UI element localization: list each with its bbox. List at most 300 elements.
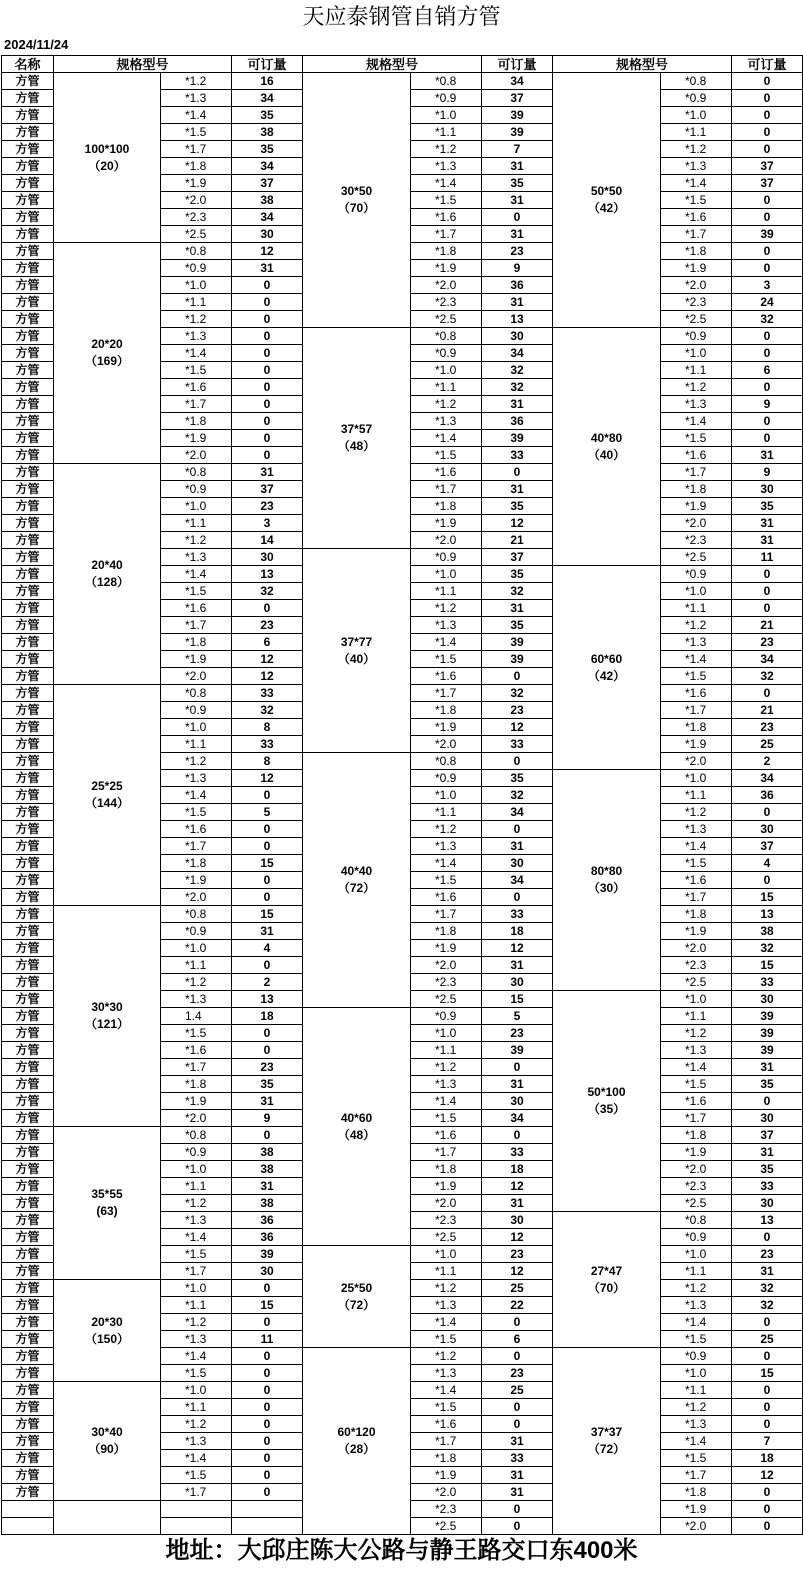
address-footer: 地址：大邱庄陈大公路与静王路交口东400米 <box>165 1537 638 1564</box>
thickness-cell: *1.8 <box>161 158 232 175</box>
thickness-cell: *1.5 <box>161 583 232 600</box>
size-total: （35） <box>587 1102 626 1116</box>
thickness-cell: *0.9 <box>661 328 732 345</box>
size-label: 37*77 <box>340 634 373 649</box>
item-name: 方管 <box>2 345 54 362</box>
thickness-cell: *1.0 <box>411 787 482 804</box>
thickness-cell: *1.6 <box>161 1042 232 1059</box>
thickness-cell: *1.4 <box>161 345 232 362</box>
empty-cell <box>54 1501 161 1535</box>
quantity-cell: 15 <box>232 855 303 872</box>
item-name: 方管 <box>2 141 54 158</box>
thickness-cell: *0.8 <box>161 685 232 702</box>
quantity-cell: 33 <box>482 1450 553 1467</box>
thickness-cell: *0.9 <box>411 549 482 566</box>
thickness-cell: *2.5 <box>411 1229 482 1246</box>
item-name: 方管 <box>2 1246 54 1263</box>
size-label: 20*40 <box>91 558 123 572</box>
thickness-cell: *1.7 <box>411 1433 482 1450</box>
thickness-cell: *1.3 <box>161 770 232 787</box>
thickness-cell: *1.9 <box>161 175 232 192</box>
thickness-cell: *2.0 <box>161 889 232 906</box>
thickness-cell: *1.9 <box>411 940 482 957</box>
size-group <box>54 1127 161 1280</box>
thickness-cell: *1.2 <box>411 600 482 617</box>
quantity-cell: 25 <box>732 736 803 753</box>
thickness-cell: *1.8 <box>411 498 482 515</box>
size-total: （70） <box>337 201 376 215</box>
thickness-cell: *2.0 <box>661 753 732 770</box>
thickness-cell: *2.0 <box>661 940 732 957</box>
quantity-cell: 0 <box>732 1093 803 1110</box>
quantity-cell: 37 <box>732 838 803 855</box>
thickness-cell: *1.4 <box>661 1314 732 1331</box>
quantity-cell: 0 <box>232 1348 303 1365</box>
quantity-cell: 35 <box>732 498 803 515</box>
thickness-cell: *1.5 <box>161 1467 232 1484</box>
thickness-cell: *1.9 <box>161 1093 232 1110</box>
quantity-cell: 12 <box>232 668 303 685</box>
quantity-cell: 0 <box>232 889 303 906</box>
header-row <box>2 56 803 73</box>
size-group <box>553 73 661 328</box>
size-group <box>303 73 411 328</box>
thickness-cell: *1.3 <box>661 634 732 651</box>
thickness-cell: *1.4 <box>661 651 732 668</box>
quantity-cell: 37 <box>482 90 553 107</box>
stock-table-body <box>2 73 803 1535</box>
thickness-cell: *0.9 <box>661 566 732 583</box>
quantity-cell: 0 <box>732 1229 803 1246</box>
thickness-cell: *2.0 <box>411 1195 482 1212</box>
thickness-cell: *1.9 <box>411 719 482 736</box>
item-name: 方管 <box>2 90 54 107</box>
size-label: 40*40 <box>340 864 373 878</box>
quantity-cell: 0 <box>482 889 553 906</box>
quantity-cell: 0 <box>232 277 303 294</box>
size-label: 30*50 <box>340 184 373 198</box>
item-name: 方管 <box>2 1144 54 1161</box>
quantity-cell: 9 <box>232 1110 303 1127</box>
header-qty-1: 可订量 <box>232 56 303 73</box>
item-name <box>2 1518 54 1535</box>
item-name: 方管 <box>2 1195 54 1212</box>
thickness-cell: *0.9 <box>161 923 232 940</box>
thickness-cell: *2.3 <box>411 1501 482 1518</box>
quantity-cell: 39 <box>482 651 553 668</box>
thickness-cell: *0.9 <box>661 90 732 107</box>
thickness-cell: *2.0 <box>161 1110 232 1127</box>
size-label: 50*100 <box>587 1085 626 1099</box>
quantity-cell: 30 <box>232 226 303 243</box>
quantity-cell: 36 <box>482 413 553 430</box>
quantity-cell: 23 <box>482 243 553 260</box>
size-total: （42） <box>587 201 626 215</box>
thickness-cell: *1.9 <box>161 651 232 668</box>
quantity-cell: 31 <box>732 447 803 464</box>
item-name: 方管 <box>2 277 54 294</box>
item-name: 方管 <box>2 1399 54 1416</box>
thickness-cell: *1.5 <box>161 1365 232 1382</box>
thickness-cell: *1.1 <box>661 124 732 141</box>
thickness-cell: *1.4 <box>161 107 232 124</box>
item-name: 方管 <box>2 787 54 804</box>
thickness-cell: *1.5 <box>411 651 482 668</box>
thickness-cell: *1.0 <box>411 1025 482 1042</box>
quantity-cell: 39 <box>482 1042 553 1059</box>
quantity-cell: 21 <box>732 702 803 719</box>
quantity-cell: 0 <box>232 1025 303 1042</box>
quantity-cell: 0 <box>232 1280 303 1297</box>
quantity-cell: 0 <box>482 668 553 685</box>
thickness-cell: *1.6 <box>161 821 232 838</box>
thickness-cell: *0.8 <box>161 243 232 260</box>
quantity-cell: 12 <box>232 243 303 260</box>
quantity-cell: 0 <box>232 1467 303 1484</box>
size-total: （48） <box>337 439 376 453</box>
quantity-cell: 9 <box>732 396 803 413</box>
quantity-cell: 0 <box>482 753 553 770</box>
quantity-cell: 33 <box>482 906 553 923</box>
quantity-cell: 34 <box>732 651 803 668</box>
thickness-cell: *0.8 <box>411 328 482 345</box>
thickness-cell: *1.4 <box>161 1450 232 1467</box>
item-name: 方管 <box>2 889 54 906</box>
item-name: 方管 <box>2 1450 54 1467</box>
quantity-cell: 31 <box>232 260 303 277</box>
thickness-cell: *1.8 <box>411 1450 482 1467</box>
quantity-cell: 39 <box>482 634 553 651</box>
item-name: 方管 <box>2 685 54 702</box>
quantity-cell: 33 <box>232 736 303 753</box>
quantity-cell: 36 <box>732 787 803 804</box>
thickness-cell: *1.1 <box>661 1008 732 1025</box>
quantity-cell: 0 <box>732 685 803 702</box>
quantity-cell: 34 <box>232 90 303 107</box>
thickness-cell: *1.4 <box>411 1382 482 1399</box>
thickness-cell: *1.4 <box>661 175 732 192</box>
thickness-cell: *1.6 <box>161 600 232 617</box>
thickness-cell: *1.9 <box>661 498 732 515</box>
item-name: 方管 <box>2 872 54 889</box>
quantity-cell: 15 <box>232 1297 303 1314</box>
thickness-cell: *1.0 <box>661 1246 732 1263</box>
thickness-cell: *1.1 <box>161 1178 232 1195</box>
header-qty-2: 可订量 <box>482 56 553 73</box>
thickness-cell: *1.9 <box>411 1467 482 1484</box>
thickness-cell: *1.8 <box>661 1484 732 1501</box>
quantity-cell: 31 <box>482 600 553 617</box>
thickness-cell: *0.9 <box>661 1229 732 1246</box>
quantity-cell: 31 <box>482 481 553 498</box>
item-name: 方管 <box>2 1365 54 1382</box>
thickness-cell: *1.8 <box>161 634 232 651</box>
size-group <box>303 1008 411 1246</box>
quantity-cell: 0 <box>232 1433 303 1450</box>
thickness-cell: *1.0 <box>411 107 482 124</box>
thickness-cell: *2.5 <box>161 226 232 243</box>
thickness-cell: *1.9 <box>661 1501 732 1518</box>
thickness-cell: *1.0 <box>661 770 732 787</box>
quantity-cell: 0 <box>232 1042 303 1059</box>
thickness-cell: *1.8 <box>661 243 732 260</box>
thickness-cell: *1.0 <box>411 362 482 379</box>
quantity-cell: 0 <box>482 821 553 838</box>
thickness-cell: *1.9 <box>411 260 482 277</box>
thickness-cell: *1.5 <box>661 1076 732 1093</box>
item-name: 方管 <box>2 1008 54 1025</box>
quantity-cell: 0 <box>732 413 803 430</box>
quantity-cell: 38 <box>232 192 303 209</box>
thickness-cell: *1.3 <box>161 1433 232 1450</box>
quantity-cell: 0 <box>232 821 303 838</box>
item-name: 方管 <box>2 566 54 583</box>
thickness-cell: *1.0 <box>661 1365 732 1382</box>
size-group <box>54 685 161 906</box>
quantity-cell: 3 <box>232 515 303 532</box>
quantity-cell: 23 <box>482 1025 553 1042</box>
quantity-cell: 23 <box>232 1059 303 1076</box>
thickness-cell: *2.0 <box>411 532 482 549</box>
quantity-cell: 39 <box>732 1025 803 1042</box>
thickness-cell: *1.0 <box>161 719 232 736</box>
item-name: 方管 <box>2 1297 54 1314</box>
thickness-cell: *2.3 <box>661 957 732 974</box>
size-total: （30） <box>587 881 626 895</box>
quantity-cell: 0 <box>732 600 803 617</box>
thickness-cell: *1.3 <box>661 396 732 413</box>
quantity-cell: 13 <box>732 906 803 923</box>
quantity-cell: 0 <box>732 1382 803 1399</box>
quantity-cell: 31 <box>232 923 303 940</box>
quantity-cell: 15 <box>732 957 803 974</box>
thickness-cell: *1.6 <box>661 209 732 226</box>
quantity-cell: 32 <box>732 1297 803 1314</box>
quantity-cell: 0 <box>232 311 303 328</box>
thickness-cell: *1.3 <box>161 1212 232 1229</box>
thickness-cell: *1.7 <box>161 1059 232 1076</box>
quantity-cell: 0 <box>732 430 803 447</box>
item-name: 方管 <box>2 498 54 515</box>
thickness-cell: *1.3 <box>411 838 482 855</box>
quantity-cell: 35 <box>732 1161 803 1178</box>
quantity-cell: 16 <box>232 73 303 90</box>
quantity-cell: 0 <box>482 464 553 481</box>
thickness-cell: *1.2 <box>661 141 732 158</box>
item-name: 方管 <box>2 226 54 243</box>
quantity-cell: 33 <box>482 736 553 753</box>
thickness-cell: *1.5 <box>161 362 232 379</box>
item-name: 方管 <box>2 974 54 991</box>
thickness-cell: *1.1 <box>411 583 482 600</box>
quantity-cell: 32 <box>482 362 553 379</box>
thickness-cell: *1.4 <box>661 413 732 430</box>
thickness-cell: *1.1 <box>161 515 232 532</box>
item-name: 方管 <box>2 1314 54 1331</box>
thickness-cell: *1.2 <box>661 1025 732 1042</box>
thickness-cell: *1.7 <box>161 1263 232 1280</box>
quantity-cell: 34 <box>482 1110 553 1127</box>
quantity-cell: 31 <box>482 1433 553 1450</box>
thickness-cell: *1.2 <box>411 1280 482 1297</box>
thickness-cell: *1.7 <box>661 464 732 481</box>
item-name: 方管 <box>2 702 54 719</box>
thickness-cell: *2.3 <box>411 974 482 991</box>
quantity-cell: 11 <box>732 549 803 566</box>
thickness-cell: *2.0 <box>661 515 732 532</box>
quantity-cell: 23 <box>482 1246 553 1263</box>
thickness-cell: *1.9 <box>661 736 732 753</box>
thickness-cell: *1.8 <box>661 719 732 736</box>
quantity-cell: 0 <box>732 73 803 90</box>
thickness-cell: *1.9 <box>661 260 732 277</box>
thickness-cell: *1.2 <box>661 1280 732 1297</box>
quantity-cell: 0 <box>482 1501 553 1518</box>
quantity-cell: 0 <box>482 1399 553 1416</box>
item-name: 方管 <box>2 532 54 549</box>
quantity-cell: 34 <box>482 804 553 821</box>
size-group <box>54 1382 161 1501</box>
size-total: （20） <box>88 158 126 173</box>
thickness-cell: *1.4 <box>161 566 232 583</box>
quantity-cell: 31 <box>732 515 803 532</box>
quantity-cell: 4 <box>732 855 803 872</box>
quantity-cell: 9 <box>732 464 803 481</box>
quantity-cell: 18 <box>732 1450 803 1467</box>
item-name: 方管 <box>2 175 54 192</box>
thickness-cell: *1.6 <box>661 1093 732 1110</box>
size-group <box>54 73 161 243</box>
quantity-cell: 30 <box>732 481 803 498</box>
quantity-cell: 33 <box>232 685 303 702</box>
quantity-cell: 6 <box>732 362 803 379</box>
quantity-cell: 0 <box>482 1127 553 1144</box>
thickness-cell: *1.7 <box>411 226 482 243</box>
thickness-cell: *1.5 <box>661 192 732 209</box>
item-name: 方管 <box>2 464 54 481</box>
item-name: 方管 <box>2 1025 54 1042</box>
size-label: 100*100 <box>84 141 130 156</box>
quantity-cell: 0 <box>732 583 803 600</box>
thickness-cell: *1.5 <box>661 1450 732 1467</box>
item-name: 方管 <box>2 1280 54 1297</box>
quantity-cell: 34 <box>232 209 303 226</box>
thickness-cell: *1.2 <box>161 974 232 991</box>
thickness-cell: *2.5 <box>661 974 732 991</box>
thickness-cell: *1.0 <box>161 1382 232 1399</box>
thickness-cell: *1.3 <box>411 1365 482 1382</box>
size-group <box>303 1246 411 1348</box>
size-total: （72） <box>337 1297 376 1312</box>
thickness-cell: *1.2 <box>411 1348 482 1365</box>
quantity-cell: 30 <box>732 1195 803 1212</box>
quantity-cell: 13 <box>232 991 303 1008</box>
thickness-cell: *1.3 <box>661 821 732 838</box>
quantity-cell: 39 <box>732 1042 803 1059</box>
item-name: 方管 <box>2 362 54 379</box>
quantity-cell: 6 <box>482 1331 553 1348</box>
quantity-cell: 31 <box>732 532 803 549</box>
thickness-cell: *1.9 <box>161 430 232 447</box>
quantity-cell: 0 <box>482 1348 553 1365</box>
thickness-cell: *1.4 <box>411 634 482 651</box>
item-name: 方管 <box>2 1348 54 1365</box>
thickness-cell: *1.6 <box>161 379 232 396</box>
thickness-cell: *1.3 <box>661 1416 732 1433</box>
item-name: 方管 <box>2 940 54 957</box>
thickness-cell: *0.8 <box>161 464 232 481</box>
item-name: 方管 <box>2 583 54 600</box>
quantity-cell: 32 <box>232 702 303 719</box>
quantity-cell: 35 <box>482 175 553 192</box>
thickness-cell: *1.3 <box>411 1297 482 1314</box>
quantity-cell: 34 <box>232 158 303 175</box>
thickness-cell: *2.3 <box>661 1178 732 1195</box>
item-name: 方管 <box>2 634 54 651</box>
quantity-cell: 2 <box>732 753 803 770</box>
quantity-cell: 32 <box>482 583 553 600</box>
quantity-cell: 23 <box>232 498 303 515</box>
item-name <box>2 1501 54 1518</box>
quantity-cell: 30 <box>482 328 553 345</box>
quantity-cell: 0 <box>232 957 303 974</box>
thickness-cell: *1.0 <box>161 277 232 294</box>
quantity-cell: 0 <box>732 1314 803 1331</box>
thickness-cell: *1.2 <box>161 73 232 90</box>
item-name: 方管 <box>2 124 54 141</box>
item-name: 方管 <box>2 600 54 617</box>
thickness-cell: *0.8 <box>161 1127 232 1144</box>
thickness-cell: *1.7 <box>161 396 232 413</box>
quantity-cell: 32 <box>732 1280 803 1297</box>
size-label: 80*80 <box>590 864 623 878</box>
item-name: 方管 <box>2 1416 54 1433</box>
quantity-cell: 0 <box>732 141 803 158</box>
quantity-cell: 18 <box>482 923 553 940</box>
quantity-cell: 32 <box>732 311 803 328</box>
quantity-cell: 3 <box>732 277 803 294</box>
thickness-cell: *2.0 <box>411 277 482 294</box>
thickness-cell: *2.0 <box>161 668 232 685</box>
thickness-cell: *1.4 <box>661 1433 732 1450</box>
thickness-cell: *1.5 <box>661 668 732 685</box>
quantity-cell: 12 <box>482 1229 553 1246</box>
quantity-cell: 35 <box>482 566 553 583</box>
thickness-cell: *2.3 <box>661 532 732 549</box>
quantity-cell: 0 <box>232 1382 303 1399</box>
quantity-cell: 8 <box>232 719 303 736</box>
thickness-cell: *2.5 <box>411 311 482 328</box>
thickness-cell: *1.2 <box>161 311 232 328</box>
thickness-cell: *0.9 <box>411 770 482 787</box>
thickness-cell: *1.1 <box>411 804 482 821</box>
quantity-cell: 30 <box>732 991 803 1008</box>
quantity-cell: 33 <box>482 447 553 464</box>
quantity-cell: 12 <box>482 515 553 532</box>
thickness-cell: *0.9 <box>161 481 232 498</box>
quantity-cell: 30 <box>732 1110 803 1127</box>
quantity-cell: 31 <box>482 1076 553 1093</box>
size-group <box>553 770 661 991</box>
thickness-cell: *1.4 <box>411 175 482 192</box>
thickness-cell: *1.7 <box>661 702 732 719</box>
thickness-cell: *1.5 <box>411 447 482 464</box>
thickness-cell: *1.7 <box>661 1110 732 1127</box>
quantity-cell: 35 <box>482 770 553 787</box>
item-name: 方管 <box>2 243 54 260</box>
thickness-cell: *1.5 <box>161 1025 232 1042</box>
size-group <box>553 328 661 566</box>
